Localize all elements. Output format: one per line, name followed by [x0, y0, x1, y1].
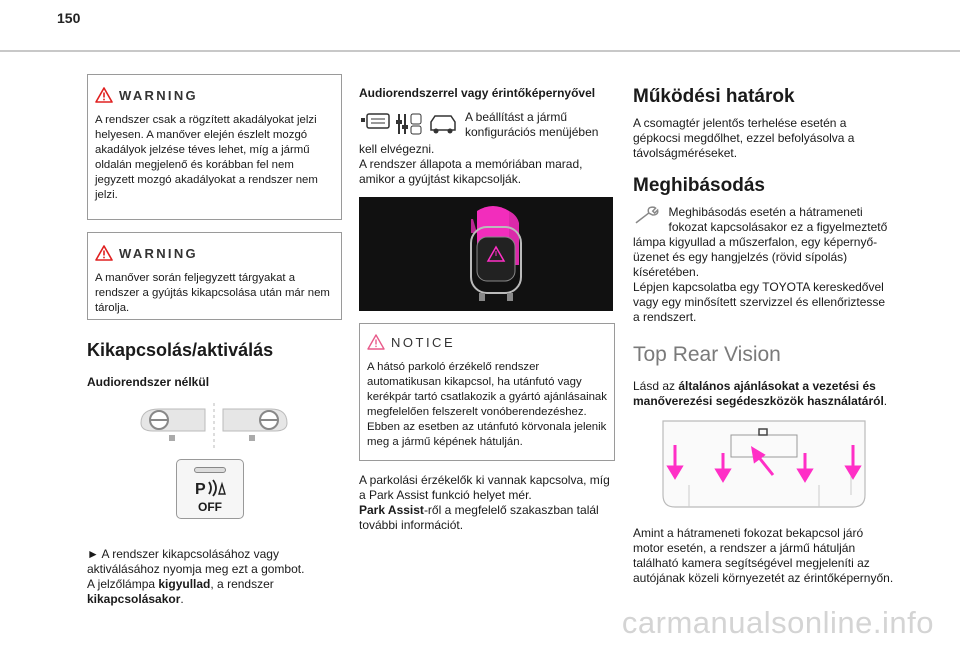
- warning-title: WARNING: [119, 87, 198, 103]
- warning-header: [95, 245, 334, 261]
- text-bold: kikapcsolásakor: [87, 592, 181, 606]
- off-instructions: [87, 547, 342, 607]
- off-lamp-text: [87, 577, 342, 607]
- notice-box: [359, 323, 615, 461]
- warning-box-2: [87, 232, 342, 320]
- config-icons-row: [359, 110, 615, 140]
- notice-header: [367, 334, 607, 350]
- text-fragment: .: [180, 592, 184, 606]
- header-rule: [0, 50, 960, 52]
- rear-camera-image: [633, 415, 895, 514]
- off-label: OFF: [198, 500, 222, 514]
- trv-body: Amint a hátrameneti fokozat bekapcsol járó motor esetén, a rendszer a jármű hátulján található kamera segítségével megjeleníti az autójának közeli környezetét az érintőképernyőn.: [633, 526, 894, 585]
- warning-body: A rendszer csak a rögzített akadályokat jelzi helyesen. A manőver elején észlelt mozgó akadályok jelzése téves lehet, míg a jármű oldalán megjelenő és korábban fel nem jegyzett mozgó akadályokat a rendszer nem jelzi.: [95, 114, 318, 201]
- section-heading-fault: Meghibásodás: [633, 175, 765, 196]
- column-left: [87, 74, 342, 607]
- steering-wheel-illustration: [139, 401, 289, 451]
- warning-triangle-icon: [95, 87, 113, 103]
- warning-title: WARNING: [119, 245, 198, 261]
- text-bold: Park Assist: [359, 503, 424, 517]
- off-step: ► A rendszer kikapcsolásához vagy aktiválásához nyomja meg ezt a gombot.: [87, 547, 305, 576]
- text-fragment: Lásd az: [633, 379, 679, 393]
- page-number: 150: [57, 10, 81, 26]
- section-heading-limits: Működési határok: [633, 86, 795, 107]
- column-right: [633, 86, 895, 586]
- indicator-lamp: [194, 467, 226, 473]
- notice-body: A hátsó parkoló érzékelő rendszer automatikusan kikapcsol, ha utánfutó vagy kerékpár tartó csatlakozik a gyártó ajánlásainak megfelelően felszerelt vonóberendezéshez. Ebben az esetben az utánfutó körvonala jelenik meg a jármű képének hátulján.: [367, 361, 607, 448]
- text-fragment: A jelzőlámpa: [87, 577, 159, 591]
- park-sensor-off-button[interactable]: [176, 459, 244, 519]
- warning-body: A manőver során feljegyzett tárgyakat a rendszer a gyújtás kikapcsolása után már nem tárolja.: [95, 272, 330, 314]
- warning-box-1: [87, 74, 342, 220]
- text-fragment: .: [883, 394, 888, 408]
- subheading-no-audio: Audiorendszer nélkül: [87, 375, 210, 389]
- warning-header: [95, 87, 334, 103]
- config-text: A beállítást a jármű konfigurációs menüjében: [465, 110, 599, 139]
- park-assist-line2: [359, 503, 615, 533]
- trv-see: [633, 379, 895, 409]
- vehicle-rear-icon: [633, 415, 895, 514]
- subheading-touchscreen: Audiorendszerrel vagy érintőképernyővel: [359, 86, 596, 100]
- text-bold: kigyullad: [158, 577, 211, 591]
- config-body: kell elvégezni. A rendszer állapota a memóriában marad, amikor a gyújtást kikapcsolják.: [359, 142, 583, 186]
- park-sensor-icon: [195, 478, 227, 498]
- limits-body: A csomagtér jelentős terhelése esetén a gépkocsi megdőlhet, ezzel befolyásolva a távolságméréseket.: [633, 116, 855, 160]
- watermark: carmanualsonline.info: [621, 605, 934, 640]
- park-assist-line1: A parkolási érzékelők ki vannak kapcsolva, míg a Park Assist funkció helyet mér.: [359, 473, 610, 502]
- notice-title: NOTICE: [391, 334, 456, 350]
- dashboard-icon: [139, 401, 289, 451]
- text-bold: általános ajánlásokat a vezetési és manőverezési segédeszközök használatáról: [633, 379, 884, 408]
- warning-triangle-icon: [95, 245, 113, 261]
- text-fragment: -ről a megfelelő szakaszban talál további információt.: [359, 503, 599, 532]
- car-rear-sensors-icon: [359, 197, 613, 311]
- section-heading-trv: Top Rear Vision: [633, 343, 781, 366]
- svg-text:P: P: [195, 481, 206, 498]
- vehicle-settings-icons: [359, 110, 459, 138]
- fault-icon-text: Meghibásodás esetén a hátrameneti fokozat kapcsolásakor ez a figyelmeztető: [668, 205, 888, 234]
- section-heading-off: Kikapcsolás/aktiválás: [87, 340, 274, 360]
- fault-icon-row: [633, 205, 895, 235]
- text-fragment: , a rendszer: [210, 577, 274, 591]
- parking-screen-image: [359, 197, 613, 311]
- fault-body: lámpa kigyullad a műszerfalon, egy képernyő-üzenet és egy hangjelzés (rövid sípolás) kíséretében. Lépjen kapcsolatba egy TOYOTA kereskedővel vagy egy minősített szervizzel és ellenőriztesse a rendszert.: [633, 235, 886, 324]
- column-middle: [359, 86, 615, 533]
- wrench-warning-icon: [633, 205, 663, 227]
- notice-triangle-icon: [367, 334, 385, 350]
- park-assist-note: [359, 473, 615, 533]
